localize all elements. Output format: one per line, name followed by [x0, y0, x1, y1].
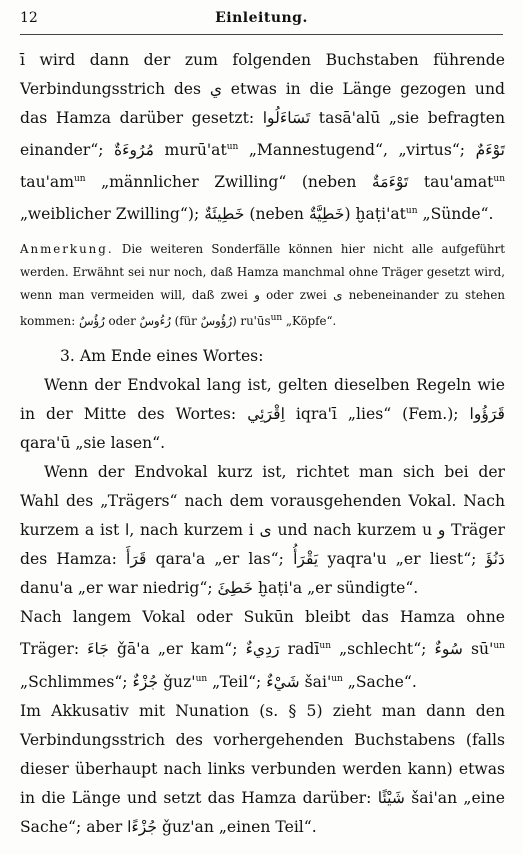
arabic-word: دَنُؤَ — [485, 550, 505, 569]
arabic-word: تَوْءَمَةٌ — [371, 173, 409, 192]
text: ǧuz' — [163, 672, 196, 691]
page-body — [20, 46, 505, 842]
text: yaqra'u „er liest“; — [327, 550, 477, 569]
superscript: un — [405, 206, 418, 217]
paragraph-accusative — [20, 697, 505, 842]
text: oder zwei — [266, 287, 327, 302]
page-title: Einleitung. — [215, 10, 308, 26]
arabic-word: اِقْرَئِي — [247, 405, 285, 424]
arabic-word: رَدِيءٌ — [245, 640, 280, 659]
header-rule — [20, 34, 503, 35]
text: „Sache“. — [347, 672, 417, 691]
text: šai' — [304, 672, 332, 691]
text: (neben — [249, 205, 304, 224]
arabic-word: ا — [124, 521, 130, 540]
text: oder — [108, 313, 136, 328]
superscript: un — [331, 673, 343, 684]
arabic-word: قَرَأَ — [126, 550, 147, 569]
arabic-word: ي — [209, 80, 223, 98]
text: „weiblicher Zwilling“); — [20, 205, 200, 224]
text: murū'at — [164, 141, 227, 160]
text: radī — [287, 640, 320, 659]
arabic-word: جُزْءًا — [127, 817, 158, 836]
arabic-word: يَقْرَأُ — [293, 550, 319, 569]
running-header — [20, 10, 503, 30]
text: , nach kurzem i — [129, 521, 254, 540]
text: sū' — [471, 640, 494, 659]
arabic-word: رُؤُسٌ — [78, 313, 105, 328]
superscript: un — [73, 174, 86, 185]
note-paragraph — [20, 238, 505, 333]
page-number: 12 — [20, 10, 38, 26]
text: „Sünde“. — [422, 205, 494, 224]
text: aber — [86, 817, 123, 836]
text: šai'an „eine Sache“; — [20, 788, 505, 836]
text: „Schlimmes“; — [20, 672, 128, 691]
text: ḫaṭi'a „er sündigte“. — [257, 579, 419, 598]
text: Die weiteren Sonderfälle können hier nicht alle aufgeführt werden. Erwähnt sei nur noch, daß Hamza manchmal ohne Träger gesetzt wird, wenn man vermeiden will, daß zwei — [20, 241, 506, 302]
text: Wenn der Endvokal lang ist, gelten dieselben Regeln wie in der Mitte des Wortes: — [20, 376, 505, 424]
text: ) ḫaṭi'at — [344, 205, 406, 224]
arabic-word: خَطِيئَةٌ — [204, 205, 245, 224]
text: ǧuz'an „einen Teil“. — [162, 817, 317, 836]
text: Nach langem Vokal oder Sukūn bleibt das Hamza ohne Träger: — [20, 608, 505, 659]
note-label: Anmerkung. — [20, 241, 114, 256]
arabic-word: جَاءَ — [87, 640, 109, 659]
text: ǧā'a „er kam“; — [116, 640, 238, 659]
text: tau'amat — [423, 173, 494, 192]
text: tau'am — [20, 173, 74, 192]
text: „schlecht“; — [339, 640, 427, 659]
text: ī wird dann der zum folgenden Buchstaben führende Verbindungsstrich des — [20, 51, 505, 98]
text: Wenn der Endvokal kurz ist, richtet man sich bei der Wahl des „Trägers“ nach dem vorausgehenden Vokal. Nach kurzem a ist — [20, 463, 505, 540]
arabic-word: خَطِيَّةٌ — [308, 205, 345, 224]
paragraph-long-vowel — [20, 371, 505, 458]
text: qara'ū „sie lasen“. — [20, 434, 166, 453]
section-heading: 3. Am Ende eines Wortes: — [60, 347, 264, 366]
arabic-word: ى — [259, 521, 272, 540]
text: ) ru'ūs — [232, 313, 271, 328]
superscript: un — [270, 312, 283, 323]
arabic-word: تَسَاءَلُوا — [262, 109, 311, 127]
paragraph-long-vowel-sukun — [20, 603, 505, 696]
text: nebeneinander zu stehen kommen: — [20, 287, 505, 328]
arabic-word: رُءُوسٌ — [139, 313, 171, 328]
superscript: un — [319, 641, 331, 652]
text: „Mannestugend“, „virtus“; — [248, 141, 466, 160]
arabic-word: و — [254, 287, 260, 302]
arabic-word: شَيْءٌ — [266, 672, 300, 691]
text: iqra'ī „lies“ (Fem.); — [295, 405, 459, 424]
text: „Köpfe“. — [285, 313, 337, 328]
arabic-word: خَطِئَ — [217, 579, 253, 598]
arabic-word: سُوءٌ — [434, 640, 463, 659]
superscript: un — [493, 174, 505, 185]
arabic-word: مُرُوءَةٌ — [114, 141, 155, 160]
arabic-word: ى — [333, 287, 343, 302]
superscript: un — [195, 673, 208, 684]
text: etwas in die Länge gezogen und das Hamza darüber gesetzt: — [20, 80, 505, 127]
text: Träger des Hamza: — [20, 521, 505, 569]
arabic-word: رُؤُوسٌ — [200, 313, 233, 328]
arabic-word: جُزْءٌ — [132, 672, 159, 691]
arabic-word: و — [437, 521, 446, 540]
text: und nach kurzem u — [277, 521, 433, 540]
superscript: un — [226, 142, 239, 152]
arabic-word: قَرَؤُوا — [469, 405, 505, 424]
superscript: un — [493, 641, 505, 652]
text: (für — [174, 313, 197, 328]
text: qara'a „er las“; — [155, 550, 284, 569]
text: danu'a „er war niedrig“; — [20, 579, 213, 598]
text: tasā'alū „sie befragten einander“; — [20, 109, 505, 160]
text: „Teil“; — [212, 672, 262, 691]
arabic-word: شَيْئًا — [377, 788, 405, 807]
paragraph-hamza-middle — [20, 46, 505, 230]
text: Im Akkusativ mit Nunation (s. § 5) zieht man dann den Verbindungsstrich des vorhergehenden Buchstabens (falls dieser überhaupt nach links verbunden werden kann) etwas in die Länge und setzt das Hamza darüber: — [20, 701, 505, 807]
text: „männlicher Zwilling“ (neben — [101, 173, 357, 192]
paragraph-short-vowel — [20, 458, 505, 603]
arabic-word: تَوْءَمٌ — [475, 141, 505, 160]
